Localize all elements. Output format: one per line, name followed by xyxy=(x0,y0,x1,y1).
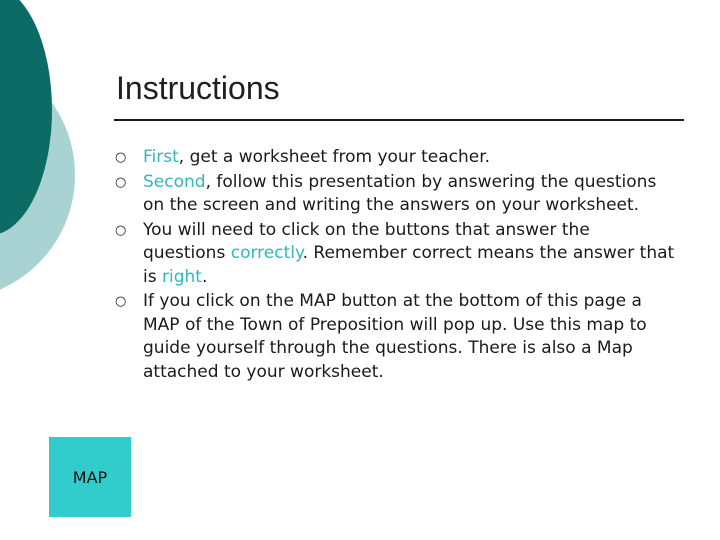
bullet-text-highlight: right xyxy=(161,266,202,287)
list-item xyxy=(115,171,675,218)
bullet-text: , get a worksheet from your teacher. xyxy=(178,147,491,167)
bullet-text-highlight: First xyxy=(143,147,179,167)
bullet-text: . xyxy=(201,266,208,287)
bullet-text-highlight: correctly xyxy=(230,243,303,263)
decorative-circles xyxy=(0,0,80,300)
slide-title: Instructions xyxy=(116,70,280,106)
bullet-circle-icon: ○ xyxy=(115,174,127,190)
list-item xyxy=(115,219,675,290)
map-button[interactable]: MAP xyxy=(49,437,131,517)
bullet-text: You will need to click on the buttons that answer the questions xyxy=(143,219,590,263)
bullet-text: . Remember correct means the answer that is xyxy=(143,243,675,287)
title-divider xyxy=(114,119,684,121)
bullet-text: If you click on the MAP button at the bottom of this page a MAP of the Town of Preposition will pop up. Use this map to guide yourself through the questions. There is also a Map attached to your worksheet. xyxy=(143,291,647,382)
bullet-circle-icon: ○ xyxy=(115,294,127,309)
bullet-text: , follow this presentation by answering the questions on the screen and writing the answers on your worksheet. xyxy=(143,171,657,215)
bullet-text-highlight: Second xyxy=(143,171,206,192)
list-item xyxy=(115,290,675,384)
bullet-circle-icon: ○ xyxy=(115,222,127,238)
list-item xyxy=(115,146,675,170)
instruction-list xyxy=(115,146,675,385)
bullet-circle-icon: ○ xyxy=(115,150,127,165)
